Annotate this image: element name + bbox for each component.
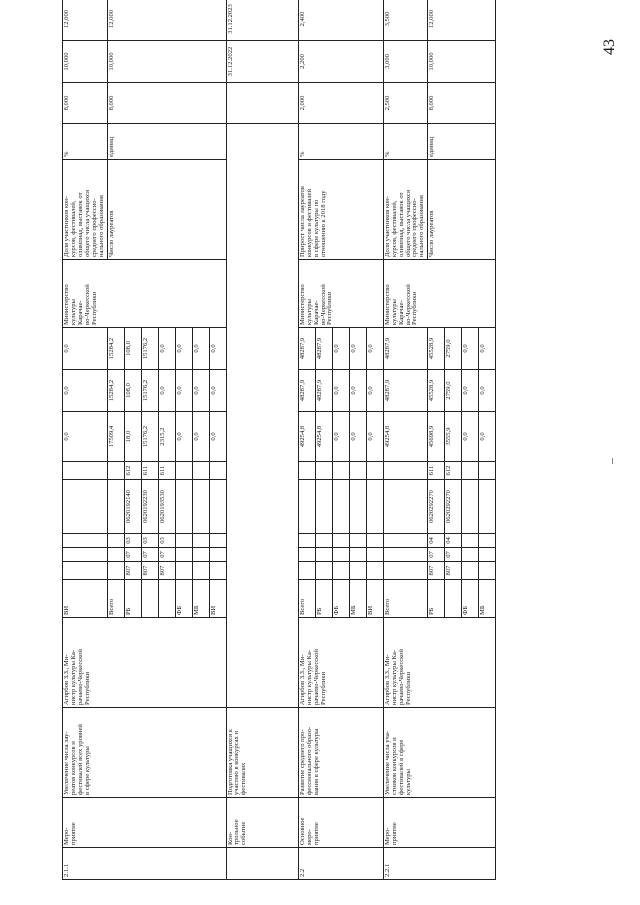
subsection-cell: 03 bbox=[158, 534, 175, 548]
table-row bbox=[383, 0, 428, 880]
source-cell bbox=[445, 580, 462, 618]
value-2023-cell: 108,0 bbox=[124, 370, 141, 412]
target-2023-cell: 2,200 bbox=[298, 41, 383, 83]
subsection-cell bbox=[349, 534, 366, 548]
csr-cell bbox=[192, 480, 209, 534]
value-2024-cell: 48287,9 bbox=[383, 328, 428, 370]
csr-cell bbox=[175, 480, 192, 534]
value-2024-cell: 0,0 bbox=[366, 328, 383, 370]
page-number: 43 bbox=[601, 39, 618, 55]
section-cell: 07 bbox=[158, 548, 175, 562]
name-cell: Увеличение числа уча- стников конкурсов и фестивалей в сфере культуры bbox=[383, 708, 496, 798]
csr-cell: 0620292270 bbox=[428, 480, 445, 534]
grbs-cell: 807 bbox=[124, 562, 141, 580]
value-2024-cell: 0,0 bbox=[63, 328, 108, 370]
value-2024-cell: 0,0 bbox=[175, 328, 192, 370]
csr-cell: 0620193530 bbox=[158, 480, 175, 534]
source-cell: МБ bbox=[479, 580, 496, 618]
value-2023-cell: 0,0 bbox=[209, 370, 226, 412]
csr-cell bbox=[366, 480, 383, 534]
value-2023-cell: 45528,9 bbox=[428, 370, 445, 412]
subsection-cell bbox=[383, 534, 428, 548]
source-cell: ВИ bbox=[63, 580, 108, 618]
value-2024-cell: 2759,0 bbox=[445, 328, 462, 370]
scan-mark bbox=[612, 458, 613, 464]
subsection-cell: 04 bbox=[445, 534, 462, 548]
value-2023-cell: 48287,9 bbox=[383, 370, 428, 412]
indicator-unit-cell: единиц bbox=[107, 124, 226, 160]
kind-cell: Меро- приятие bbox=[63, 798, 227, 848]
value-2023-cell: 0,0 bbox=[175, 370, 192, 412]
indicator-name-cell: Прирост числа лауреатов конкурсов и фестивалей в сфере культуры по отношению к 2018 году bbox=[298, 160, 383, 260]
value-2023-cell: 48287,9 bbox=[298, 370, 315, 412]
source-cell: ФБ bbox=[175, 580, 192, 618]
grbs-cell bbox=[315, 562, 332, 580]
target-2024-cell: 2,400 bbox=[298, 0, 383, 41]
responsible-cell: Агирбов З.З., Ми- нистр культуры Ка- рачаево-Черкесской Республики bbox=[298, 618, 383, 708]
indicator-unit-cell: % bbox=[63, 124, 108, 160]
target-2024-cell: 12,000 bbox=[63, 0, 108, 41]
source-cell: ФБ bbox=[462, 580, 479, 618]
source-cell: Всего bbox=[107, 580, 124, 618]
target-2022-cell: 2,000 bbox=[298, 83, 383, 124]
target-2024-cell: 12,000 bbox=[107, 0, 226, 41]
table-body bbox=[63, 0, 496, 880]
section-cell: 07 bbox=[124, 548, 141, 562]
csr-cell bbox=[383, 480, 428, 534]
grbs-cell bbox=[462, 562, 479, 580]
vr-cell bbox=[192, 462, 209, 480]
value-2022-cell: 0,0 bbox=[192, 412, 209, 462]
source-cell: РБ bbox=[428, 580, 445, 618]
value-2023-cell: 0,0 bbox=[349, 370, 366, 412]
vr-cell: 612 bbox=[124, 462, 141, 480]
target-2022-cell: 8,000 bbox=[428, 83, 496, 124]
value-2024-cell: 0,0 bbox=[479, 328, 496, 370]
indicator-name-cell: Доля участников кон- курсов, фестивалей, олимпиад, выставок от общего числа учащихся среднего профессио- нального образования bbox=[63, 160, 108, 260]
rotated-page-area bbox=[62, 4, 597, 880]
value-2023-cell: 0,0 bbox=[479, 370, 496, 412]
code-cell: 2.1.1 bbox=[63, 848, 227, 880]
value-2024-cell: 0,0 bbox=[462, 328, 479, 370]
value-2023-cell: 15176,2 bbox=[141, 370, 158, 412]
indicator-name-cell: Доля участников кон- курсов, фестивалей, олимпиад, выставок от общего числа учащихся среднего профессио- нального образования bbox=[383, 160, 428, 260]
indicator-unit-cell: % bbox=[298, 124, 383, 160]
section-cell bbox=[175, 548, 192, 562]
vr-cell bbox=[462, 462, 479, 480]
csr-cell bbox=[298, 480, 315, 534]
target-2024-cell: 3,500 bbox=[383, 0, 428, 41]
section-cell: 07 bbox=[141, 548, 158, 562]
vr-cell bbox=[383, 462, 428, 480]
source-cell bbox=[141, 580, 158, 618]
source-cell: Всего bbox=[298, 580, 315, 618]
grbs-cell bbox=[107, 562, 124, 580]
subsection-cell bbox=[63, 534, 108, 548]
value-2022-cell: 0,0 bbox=[366, 412, 383, 462]
csr-cell bbox=[63, 480, 108, 534]
rotated-content bbox=[62, 4, 597, 880]
value-2024-cell: 0,0 bbox=[158, 328, 175, 370]
target-2023-cell: 10,000 bbox=[107, 41, 226, 83]
program-table bbox=[62, 0, 496, 880]
vr-cell bbox=[63, 462, 108, 480]
csr-cell bbox=[332, 480, 349, 534]
source-cell bbox=[158, 580, 175, 618]
vr-cell bbox=[107, 462, 124, 480]
value-2024-cell: 15176,2 bbox=[141, 328, 158, 370]
responsible-cell: Агирбов З.З., Ми- нистр культуры Ка- рачаево-Черкесской Республики bbox=[383, 618, 496, 708]
csr-cell bbox=[209, 480, 226, 534]
subsection-cell bbox=[298, 534, 315, 548]
executor-cell: Министерство культуры Карачае- во-Черкесской Республики bbox=[63, 260, 227, 328]
grbs-cell: 807 bbox=[141, 562, 158, 580]
vr-cell bbox=[366, 462, 383, 480]
source-cell: ВИ bbox=[366, 580, 383, 618]
value-2022-cell: 2315,2 bbox=[158, 412, 175, 462]
value-2022-cell: 49254,8 bbox=[298, 412, 315, 462]
value-2024-cell: 0,0 bbox=[192, 328, 209, 370]
grbs-cell: 807 bbox=[445, 562, 462, 580]
vr-cell bbox=[349, 462, 366, 480]
target-2022-cell: 8,000 bbox=[63, 83, 108, 124]
value-2023-cell: 0,0 bbox=[366, 370, 383, 412]
subsection-cell bbox=[209, 534, 226, 548]
target-2022-cell: 8,000 bbox=[107, 83, 226, 124]
section-cell bbox=[479, 548, 496, 562]
executor-cell: Министерство культуры Карачае- во-Черкесской Республики bbox=[298, 260, 383, 328]
target-2024-cell: 12,000 bbox=[428, 0, 496, 41]
subsection-cell bbox=[175, 534, 192, 548]
vr-cell bbox=[175, 462, 192, 480]
section-cell bbox=[63, 548, 108, 562]
kind-cell: Кон- трольное событие bbox=[226, 798, 298, 848]
value-2022-cell: 45698,9 bbox=[428, 412, 445, 462]
value-2024-cell: 48287,9 bbox=[298, 328, 315, 370]
target-2022-cell: 2,500 bbox=[383, 83, 428, 124]
responsible-cell bbox=[226, 124, 298, 708]
subsection-cell bbox=[479, 534, 496, 548]
section-cell bbox=[332, 548, 349, 562]
value-2022-cell: 15176,2 bbox=[141, 412, 158, 462]
grbs-cell bbox=[383, 562, 428, 580]
indicator-name-cell: Число лауреатов bbox=[428, 160, 496, 260]
value-2022-cell: 0,0 bbox=[63, 412, 108, 462]
source-cell: Всего bbox=[383, 580, 428, 618]
section-cell bbox=[107, 548, 124, 562]
section-cell: 07 bbox=[445, 548, 462, 562]
csr-cell bbox=[107, 480, 124, 534]
csr-cell bbox=[315, 480, 332, 534]
section-cell bbox=[366, 548, 383, 562]
value-2022-cell: 0,0 bbox=[349, 412, 366, 462]
grbs-cell bbox=[298, 562, 315, 580]
code-cell: 2.2 bbox=[298, 848, 383, 880]
control-event-row bbox=[226, 0, 298, 880]
csr-cell: 0620192230 bbox=[141, 480, 158, 534]
subsection-cell: 03 bbox=[141, 534, 158, 548]
value-2022-cell: 3555,9 bbox=[445, 412, 462, 462]
value-2023-cell: 0,0 bbox=[63, 370, 108, 412]
csr-cell: 0620292270 bbox=[445, 480, 462, 534]
csr-cell: 0620192140 bbox=[124, 480, 141, 534]
vr-cell bbox=[479, 462, 496, 480]
csr-cell bbox=[349, 480, 366, 534]
grbs-cell bbox=[349, 562, 366, 580]
grbs-cell bbox=[175, 562, 192, 580]
section-cell bbox=[462, 548, 479, 562]
value-2024-cell: 15284,2 bbox=[107, 328, 124, 370]
vr-cell: 612 bbox=[445, 462, 462, 480]
value-2022-cell: 49254,8 bbox=[383, 412, 428, 462]
value-2023-cell: 0,0 bbox=[462, 370, 479, 412]
source-cell: РБ bbox=[315, 580, 332, 618]
vr-cell bbox=[315, 462, 332, 480]
vr-cell: 611 bbox=[158, 462, 175, 480]
vr-cell: 611 bbox=[428, 462, 445, 480]
section-cell bbox=[209, 548, 226, 562]
grbs-cell bbox=[332, 562, 349, 580]
value-2023-cell: 15284,2 bbox=[107, 370, 124, 412]
subsection-cell: 03 bbox=[124, 534, 141, 548]
table-row bbox=[298, 0, 315, 880]
kind-cell: Основное меро- приятие bbox=[298, 798, 383, 848]
value-2022-cell: 0,0 bbox=[209, 412, 226, 462]
value-2024-cell: 0,0 bbox=[349, 328, 366, 370]
source-cell: ВИ bbox=[209, 580, 226, 618]
section-cell: 07 bbox=[428, 548, 445, 562]
subsection-cell bbox=[462, 534, 479, 548]
indicator-name-cell: Число лауреатов bbox=[107, 160, 226, 260]
subsection-cell bbox=[332, 534, 349, 548]
unit-cell bbox=[226, 83, 298, 124]
date-cell: 31.12.2023 bbox=[226, 0, 298, 41]
source-cell: ФБ bbox=[332, 580, 349, 618]
section-cell bbox=[349, 548, 366, 562]
value-2023-cell: 48287,9 bbox=[315, 370, 332, 412]
code-cell: 2.2.1 bbox=[383, 848, 496, 880]
value-2022-cell: 49254,8 bbox=[315, 412, 332, 462]
section-cell bbox=[315, 548, 332, 562]
grbs-cell bbox=[192, 562, 209, 580]
target-2023-cell: 10,000 bbox=[428, 41, 496, 83]
name-cell: Увеличение числа лау- реатов конкурсов и фестивалей всех уровней в сфере культуры bbox=[63, 708, 227, 798]
vr-cell: 611 bbox=[141, 462, 158, 480]
kind-cell: Меро- приятие bbox=[383, 798, 496, 848]
subsection-cell: 04 bbox=[428, 534, 445, 548]
value-2022-cell: 0,0 bbox=[462, 412, 479, 462]
source-cell: МБ bbox=[192, 580, 209, 618]
grbs-cell bbox=[366, 562, 383, 580]
grbs-cell: 807 bbox=[158, 562, 175, 580]
vr-cell bbox=[332, 462, 349, 480]
value-2022-cell: 18,0 bbox=[124, 412, 141, 462]
name-cell: Развитие среднего про- фессионального образо- вания в сфере культуры bbox=[298, 708, 383, 798]
section-cell bbox=[383, 548, 428, 562]
section-cell bbox=[192, 548, 209, 562]
source-cell: РБ bbox=[124, 580, 141, 618]
source-cell: МБ bbox=[349, 580, 366, 618]
code-cell bbox=[226, 848, 298, 880]
grbs-cell: 807 bbox=[428, 562, 445, 580]
value-2024-cell: 48287,9 bbox=[315, 328, 332, 370]
subsection-cell bbox=[107, 534, 124, 548]
target-2023-cell: 3,000 bbox=[383, 41, 428, 83]
value-2022-cell: 17509,4 bbox=[107, 412, 124, 462]
grbs-cell bbox=[479, 562, 496, 580]
value-2023-cell: 2759,0 bbox=[445, 370, 462, 412]
csr-cell bbox=[462, 480, 479, 534]
section-cell bbox=[298, 548, 315, 562]
value-2022-cell: 0,0 bbox=[332, 412, 349, 462]
subsection-cell bbox=[366, 534, 383, 548]
value-2024-cell: 0,0 bbox=[209, 328, 226, 370]
subsection-cell bbox=[315, 534, 332, 548]
name-cell: Подготовка учащихся к участию в конкурсах и фестивалях bbox=[226, 708, 298, 798]
indicator-unit-cell: единиц bbox=[428, 124, 496, 160]
value-2024-cell: 108,0 bbox=[124, 328, 141, 370]
csr-cell bbox=[479, 480, 496, 534]
responsible-cell: Агирбов З.З., Ми- нистр культуры Ка- рачаево-Черкесской Республики bbox=[63, 618, 227, 708]
vr-cell bbox=[209, 462, 226, 480]
value-2024-cell: 0,0 bbox=[332, 328, 349, 370]
vr-cell bbox=[298, 462, 315, 480]
value-2022-cell: 0,0 bbox=[479, 412, 496, 462]
table-row bbox=[63, 0, 108, 880]
date-cell: 31.12.2022 bbox=[226, 41, 298, 83]
value-2024-cell: 45528,9 bbox=[428, 328, 445, 370]
grbs-cell bbox=[209, 562, 226, 580]
target-2023-cell: 10,000 bbox=[63, 41, 108, 83]
value-2023-cell: 0,0 bbox=[192, 370, 209, 412]
executor-cell: Министерство культуры Карачае- во-Черкесской Республики bbox=[383, 260, 496, 328]
grbs-cell bbox=[63, 562, 108, 580]
value-2023-cell: 0,0 bbox=[332, 370, 349, 412]
indicator-unit-cell: % bbox=[383, 124, 428, 160]
value-2022-cell: 0,0 bbox=[175, 412, 192, 462]
subsection-cell bbox=[192, 534, 209, 548]
value-2023-cell: 0,0 bbox=[158, 370, 175, 412]
